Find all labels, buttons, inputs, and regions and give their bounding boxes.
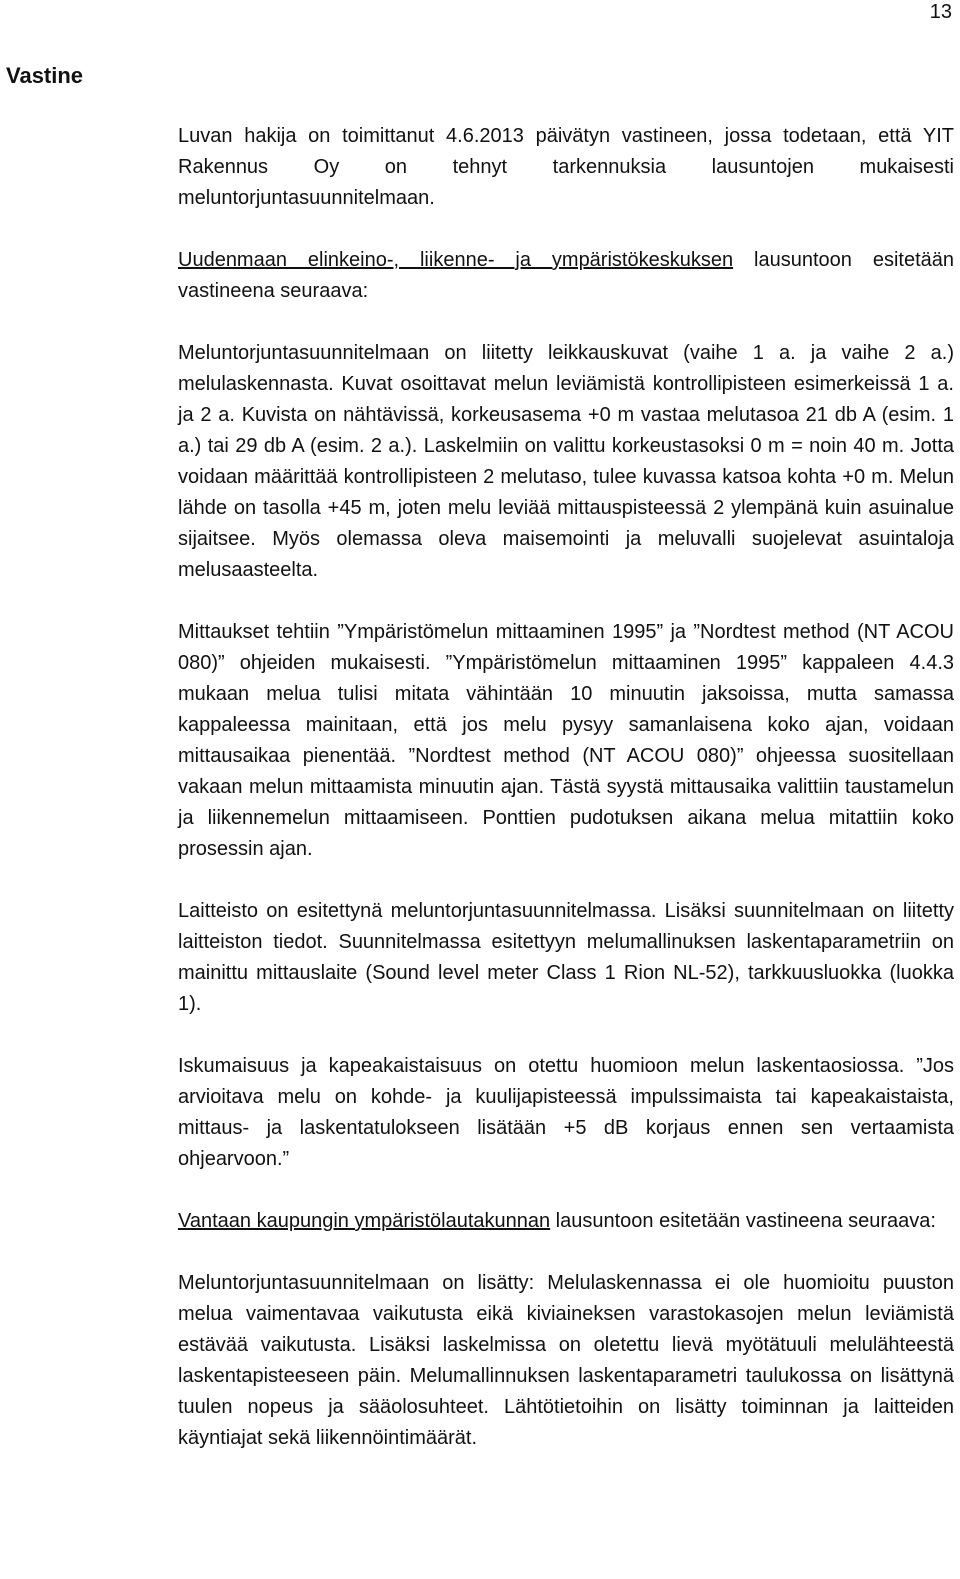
paragraph-vantaa-reply-text: lausuntoon esitetään vastineena seuraava: [550, 1210, 936, 1232]
paragraph-equipment: Laitteisto on esitettynä meluntorjuntasuunnitelmassa. Lisäksi suunnitelmaan on liitetty laitteiston tiedot. Suunnitelmassa esitettyyn melumallinuksen laskentaparametriin on mainittu mittauslaite (Sound level meter Class 1 Rion NL-52), tarkkuusluokka (luokka 1). [178, 900, 954, 1015]
paragraph-vastine-intro: Luvan hakija on toimittanut 4.6.2013 päivätyn vastineen, jossa todetaan, että YIT Rakennus Oy on tehnyt tarkennuksia lausuntojen mukaisesti meluntorjuntasuunnitelmaan. [178, 125, 954, 209]
paragraph-section-drawings: Meluntorjuntasuunnitelmaan on liitetty leikkauskuvat (vaihe 1 a. ja vaihe 2 a.) melulaskennasta. Kuvat osoittavat melun leviämistä kontrollipisteen esimerkeissä 1 a. ja 2 a. Kuvista on nähtävissä, korkeusasema +0 m vastaa melutasoa 21 db A (esim. 1 a.) tai 29 db A (esim. 2 a.). Laskelmiin on valittu korkeustasoksi 0 m = noin 40 m. Jotta voidaan määrittää kontrollipisteen 2 melutaso, tulee kuvassa katsoa kohta +0 m. Melun lähde on tasolla +45 m, joten melu leviää mittauspisteessä 2 ylempänä kuin asuinalue sijaitsee. Myös olemassa oleva maisemointi ja meluvalli suojelevat asuintaloja melusaasteelta. [178, 342, 954, 581]
paragraph-plan-additions: Meluntorjuntasuunnitelmaan on lisätty: Melulaskennassa ei ole huomioitu puuston melua vaimentavaa vaikutusta eikä kiviaineksen varastokasojen melun leviämistä estävää vaikutusta. Lisäksi laskelmissa on oletettu lievä myötätuuli melulähteestä laskentapisteeseen päin. Melumallinnuksen laskentaparametri taulukossa on lisättynä tuulen nopeus ja sääolosuhteet. Lähtötietoihin on lisätty toiminnan ja laitteiden käyntiajat sekä liikennöintimäärät. [178, 1272, 954, 1449]
document-body [178, 121, 954, 1485]
ely-centre-reference: Uudenmaan elinkeino-, liikenne- ja ympäristökeskuksen [178, 249, 734, 271]
section-heading: Vastine [6, 63, 84, 88]
paragraph-impulsiveness: Iskumaisuus ja kapeakaistaisuus on otettu huomioon melun laskentaosiossa. ”Jos arvioitava melu on kohde- ja kuulijapisteessä impulssimaista tai kapeakaistaista, mittaus- ja laskentatulokseen lisätään +5 dB korjaus ennen sen vertaamista ohjearvoon.” [178, 1055, 954, 1170]
paragraph-measurements: Mittaukset tehtiin ”Ympäristömelun mittaaminen 1995” ja ”Nordtest method (NT ACOU 080)” ohjeiden mukaisesti. ”Ympäristömelun mittaaminen 1995” kappaleen 4.4.3 mukaan melua tulisi mitata vähintään 10 minuutin jaksoissa, mutta samassa kappaleessa mainitaan, että jos melu pysyy samanlaisena koko ajan, voidaan mittausaikaa pienentää. ”Nordtest method (NT ACOU 080)” ohjeessa suositellaan vakaan melun mittaamista minuutin ajan. Tästä syystä mittausaika valittiin taustamelun ja liikennemelun mittaamiseen. Ponttien pudotuksen aikana melua mitattiin koko prosessin ajan. [178, 621, 954, 860]
vantaa-board-reference: Vantaan kaupungin ympäristölautakunnan [178, 1210, 551, 1232]
paragraph-ely-reply-text: lausuntoon esitetään vastineena seuraava: [178, 249, 954, 302]
paragraph-ely-reply [178, 245, 954, 307]
paragraph-vantaa-reply [178, 1206, 954, 1237]
page-number: 13 [929, 1, 952, 23]
